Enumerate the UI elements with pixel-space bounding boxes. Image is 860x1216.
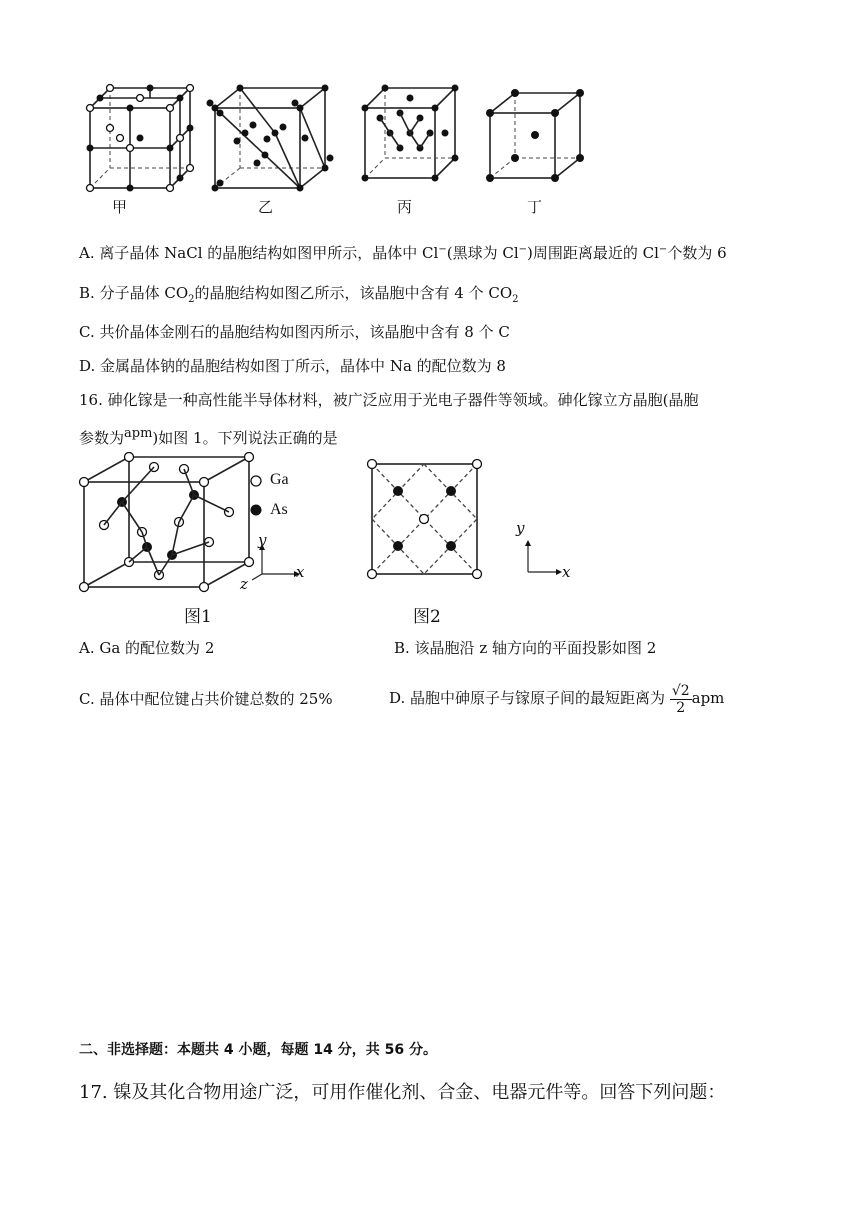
q15-option-b (79, 283, 519, 310)
axis-z-label-fig1: z (240, 575, 248, 593)
q16-option-a: A. Ga 的配位数为 2 (79, 639, 215, 657)
axis-y-label-fig2: y (516, 519, 525, 537)
as-legend-circle (251, 505, 262, 516)
axis-y-label-fig1: y (258, 531, 267, 549)
caption-fig1: 图1 (184, 607, 212, 627)
legend-ga-label: Ga (270, 471, 289, 488)
superscript: − (518, 244, 528, 255)
superscript: − (658, 244, 668, 255)
q16-stem-line2 (79, 424, 338, 448)
caption-yi: 乙 (258, 198, 274, 216)
axis-x-label-fig2: x (562, 563, 571, 581)
option-letter: A. (79, 244, 95, 262)
fraction-denominator: 2 (676, 699, 686, 716)
q16-option-d (389, 676, 724, 720)
stem-text: 参数为 (79, 429, 125, 447)
option-text: 的晶胞结构如图乙所示，该晶胞中含有 4 个 CO (194, 284, 513, 302)
option-text: 金属晶体钠的晶胞结构如图丁所示，晶体中 Na 的配位数为 8 (100, 357, 506, 375)
option-letter: C. (79, 323, 95, 341)
option-text: 分子晶体 CO (99, 284, 189, 302)
option-text: D. 晶胞中砷原子与镓原子间的最短距离为 (389, 689, 666, 707)
caption-ding: 丁 (527, 198, 543, 216)
caption-jia: 甲 (112, 198, 128, 216)
q16-option-c: C. 晶体中配位键占共价键总数的 25% (79, 690, 333, 708)
axes-fig2 (525, 540, 562, 575)
figure-bing-diamond (362, 85, 459, 182)
figure1-gaas-cell (80, 453, 254, 592)
option-text: 离子晶体 NaCl 的晶胞结构如图甲所示，晶体中 Cl (99, 244, 439, 262)
figure-ding-na (486, 89, 584, 182)
subscript: 2 (188, 294, 195, 305)
figure-yi-co2 (207, 85, 334, 192)
q15-option-d (79, 356, 506, 376)
caption-fig2: 图2 (413, 607, 441, 627)
fraction-numerator: √2 (671, 682, 690, 699)
option-text: 共价晶体金刚石的晶胞结构如图丙所示，该晶胞中含有 8 个 C (99, 323, 510, 341)
legend-as-label: As (270, 501, 288, 518)
crystal-figures-top (80, 78, 610, 193)
option-letter: B. (79, 284, 95, 302)
fraction-sqrt2-over-2 (670, 683, 692, 716)
caption-bing: 丙 (397, 198, 413, 216)
q16-option-b: B. 该晶胞沿 z 轴方向的平面投影如图 2 (394, 639, 657, 657)
subscript: 2 (512, 294, 519, 305)
ga-legend-circle (251, 476, 261, 486)
superscript: − (438, 244, 447, 255)
option-text: )周围距离最近的 Cl (527, 244, 659, 262)
q15-option-c (79, 322, 510, 342)
figure-jia-nacl (87, 85, 194, 192)
unit-apm: apm (124, 426, 153, 441)
unit-apm: apm (691, 689, 725, 707)
q15-option-a (79, 240, 727, 263)
option-text: 个数为 6 (667, 244, 727, 262)
figure2-projection (368, 460, 482, 579)
q17-stem: 17. 镍及其化合物用途广泛，可用作催化剂、合金、电器元件等。回答下列问题： (79, 1082, 726, 1103)
stem-text: )如图 1。下列说法正确的是 (152, 429, 338, 447)
section2-heading: 二、非选择题：本题共 4 小题，每题 14 分，共 56 分。 (79, 1042, 437, 1058)
q16-stem-line1: 16. 砷化镓是一种高性能半导体材料，被广泛应用于光电子器件等领域。砷化镓立方晶胞(晶胞 (79, 391, 699, 409)
option-text: (黑球为 Cl (446, 244, 519, 262)
option-letter: D. (79, 357, 96, 375)
axis-x-label-fig1: x (296, 563, 305, 581)
